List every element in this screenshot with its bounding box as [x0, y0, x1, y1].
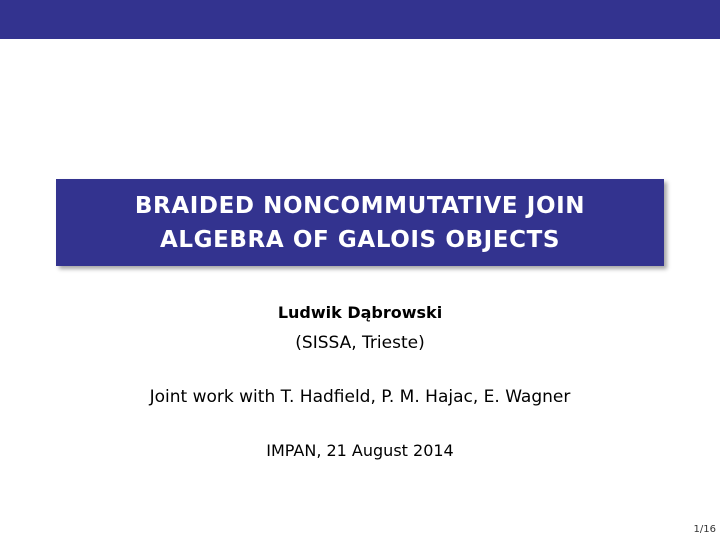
event-date: IMPAN, 21 August 2014 — [266, 441, 454, 460]
author-affiliation: (SISSA, Trieste) — [295, 333, 425, 353]
coauthors-line: Joint work with T. Hadfield, P. M. Hajac, E. Wagner — [149, 387, 571, 407]
slide-title — [135, 189, 585, 257]
slide-title-line-2: ALGEBRA OF GALOIS OBJECTS — [159, 226, 561, 253]
slide-title-line-1: BRAIDED NONCOMMUTATIVE JOIN — [134, 192, 586, 219]
header-bar — [0, 0, 720, 39]
title-block — [56, 179, 664, 266]
author-name: Ludwik Dąbrowski — [277, 303, 443, 322]
page-number: 1/16 — [693, 524, 716, 535]
